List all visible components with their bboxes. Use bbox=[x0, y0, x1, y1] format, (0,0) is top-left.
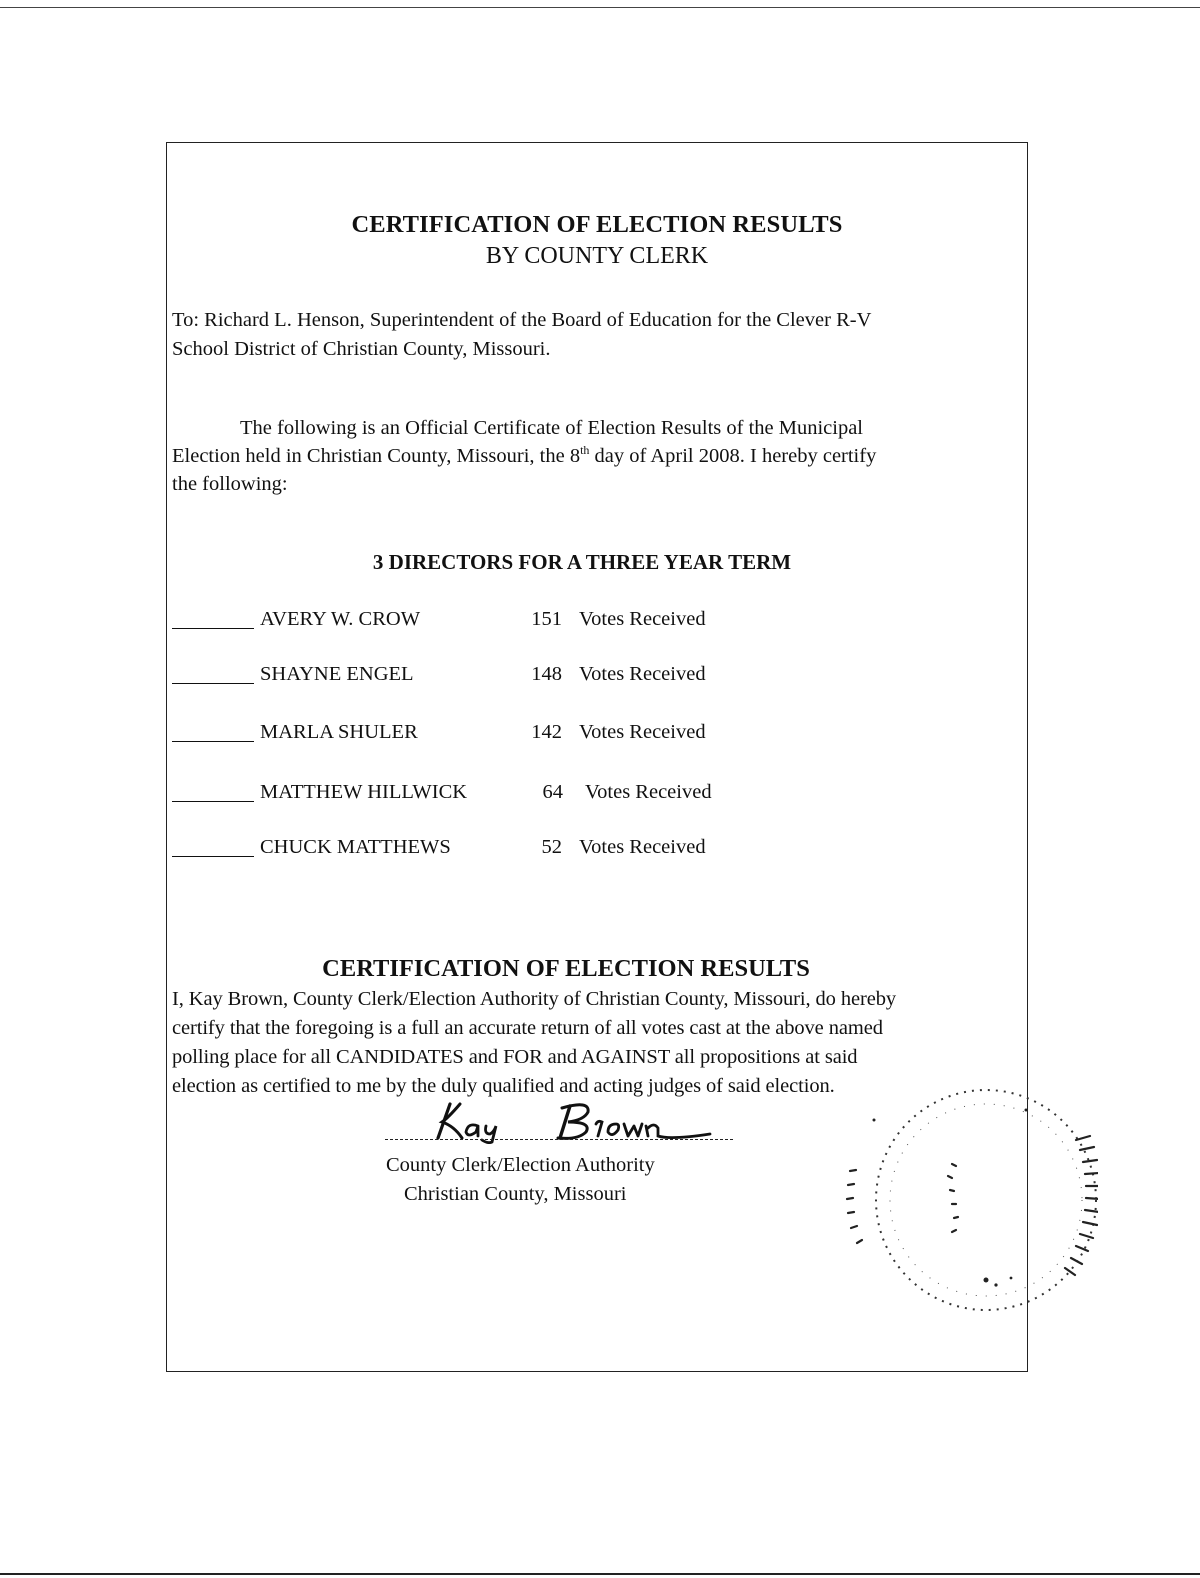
signatory-county: Christian County, Missouri bbox=[404, 1183, 627, 1205]
votes-label: Votes Received bbox=[579, 663, 706, 685]
candidate-votes: 151 bbox=[531, 608, 562, 630]
certification-line-3: polling place for all CANDIDATES and FOR and AGAINST all propositions at said bbox=[172, 1046, 858, 1068]
candidate-votes: 52 bbox=[541, 836, 562, 858]
candidate-name: MARLA SHULER bbox=[260, 721, 418, 743]
votes-label: Votes Received bbox=[579, 721, 706, 743]
votes-label: Votes Received bbox=[585, 781, 712, 803]
certification-line-2: certify that the foregoing is a full an accurate return of all votes cast at the above named bbox=[172, 1017, 883, 1039]
handwritten-signature bbox=[420, 1098, 720, 1144]
mark-blank bbox=[172, 856, 254, 857]
mark-blank bbox=[172, 628, 254, 629]
ordinal-suffix: th bbox=[580, 443, 590, 457]
top-scan-edge bbox=[0, 7, 1200, 8]
signature-line bbox=[385, 1139, 733, 1140]
intro-line-3: the following: bbox=[172, 473, 288, 495]
candidate-votes: 64 bbox=[542, 781, 563, 803]
intro-line-1: The following is an Official Certificate of Election Results of the Municipal bbox=[240, 417, 863, 439]
candidate-name: AVERY W. CROW bbox=[260, 608, 421, 630]
document-title: CERTIFICATION OF ELECTION RESULTS bbox=[351, 211, 843, 238]
certification-line-1: I, Kay Brown, County Clerk/Election Authority of Christian County, Missouri, do hereby bbox=[172, 988, 897, 1010]
county-seal-stamp bbox=[836, 1080, 1098, 1324]
certification-line-4: election as certified to me by the duly qualified and acting judges of said election. bbox=[172, 1075, 835, 1097]
intro-paragraph bbox=[172, 414, 1002, 498]
mark-blank bbox=[172, 741, 254, 742]
addressee-paragraph bbox=[172, 306, 1002, 364]
mark-blank bbox=[172, 801, 254, 802]
votes-label: Votes Received bbox=[579, 608, 706, 630]
candidate-name: SHAYNE ENGEL bbox=[260, 663, 414, 685]
addressee-line-2: School District of Christian County, Missouri. bbox=[172, 338, 551, 360]
section-heading: 3 DIRECTORS FOR A THREE YEAR TERM bbox=[372, 550, 792, 574]
candidate-name: CHUCK MATTHEWS bbox=[260, 836, 451, 858]
document-subtitle: BY COUNTY CLERK bbox=[485, 243, 709, 269]
candidate-votes: 142 bbox=[531, 721, 562, 743]
candidate-name: MATTHEW HILLWICK bbox=[260, 781, 468, 803]
bottom-scan-edge bbox=[0, 1573, 1200, 1575]
votes-label: Votes Received bbox=[579, 836, 706, 858]
candidate-votes: 148 bbox=[531, 663, 562, 685]
signatory-role: County Clerk/Election Authority bbox=[386, 1154, 655, 1176]
mark-blank bbox=[172, 683, 254, 684]
intro-line-2: Election held in Christian County, Missouri, the 8th day of April 2008. I hereby certify bbox=[172, 443, 877, 467]
addressee-line-1: To: Richard L. Henson, Superintendent of the Board of Education for the Clever R-V bbox=[172, 309, 872, 331]
certification-heading: CERTIFICATION OF ELECTION RESULTS bbox=[322, 955, 810, 982]
